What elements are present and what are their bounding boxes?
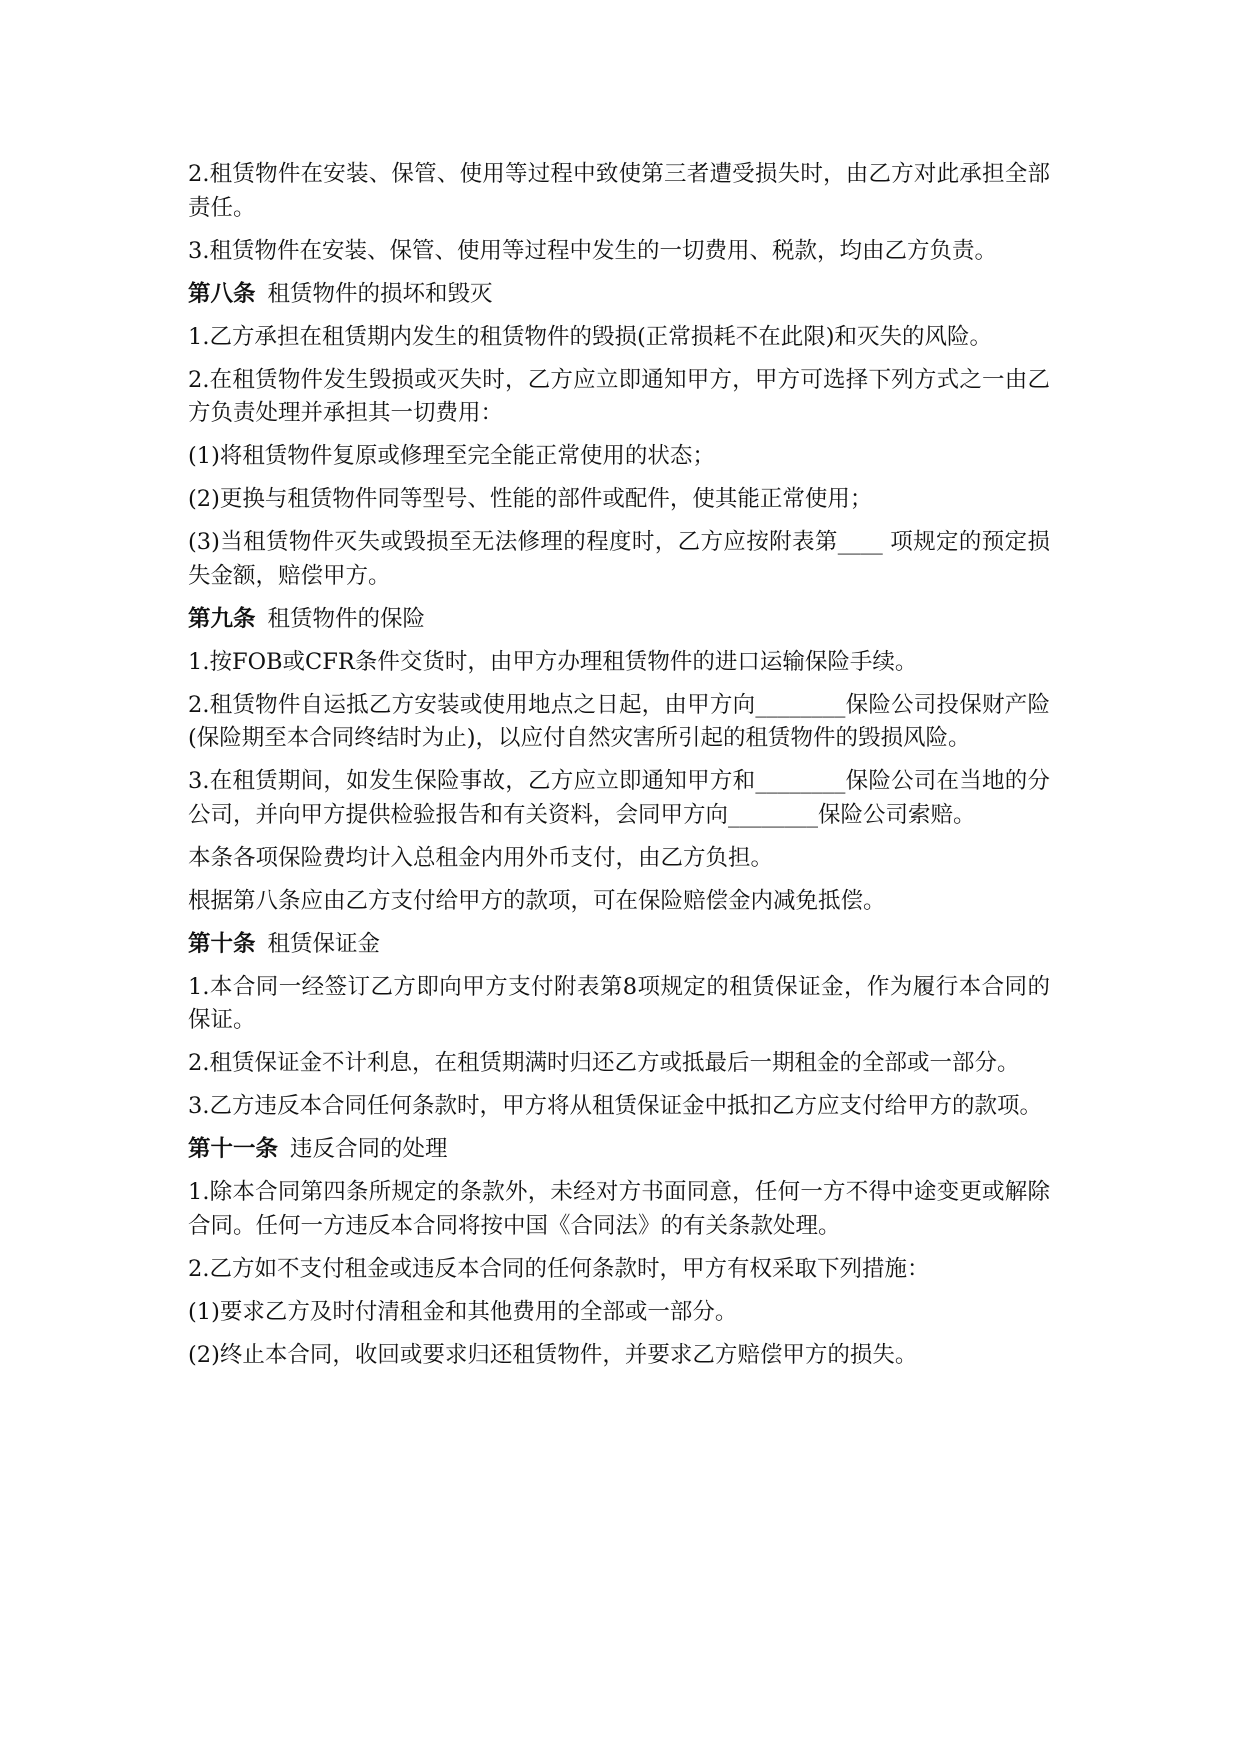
paragraph: 3.租赁物件在安装、保管、使用等过程中发生的一切费用、税款，均由乙方负责。 — [188, 237, 997, 264]
article-title: 违反合同的处理 — [290, 1136, 448, 1162]
paragraph: 1.本合同一经签订乙方即向甲方支付附表第8项规定的租赁保证金，作为履行本合同的保证。 — [188, 973, 1050, 1033]
paragraph: 根据第八条应由乙方支付给甲方的款项，可在保险赔偿金内减免抵偿。 — [188, 887, 886, 914]
paragraph: 2.租赁保证金不计利息，在租赁期满时归还乙方或抵最后一期租金的全部或一部分。 — [188, 1050, 1020, 1076]
paragraph: (1)将租赁物件复原或修理至完全能正常使用的状态； — [188, 443, 715, 469]
article-title: 租赁保证金 — [267, 930, 381, 957]
paragraph: 2.在租赁物件发生毁损或灭失时，乙方应立即通知甲方，甲方可选择下列方式之一由乙方负责处理并承担其一切费用： — [188, 366, 1050, 426]
paragraph: 3.在租赁期间，如发生保险事故，乙方应立即通知甲方和________保险公司在当地的分公司，并向甲方提供检验报告和有关资料，会同甲方向________保险公司索赔。 — [188, 768, 1050, 828]
article-number: 第八条 — [188, 280, 256, 307]
article-title: 租赁物件的保险 — [267, 605, 426, 632]
paragraph: (1)要求乙方及时付清租金和其他费用的全部或一部分。 — [188, 1298, 738, 1325]
paragraph: 本条各项保险费均计入总租金内用外币支付，由乙方负担。 — [188, 844, 774, 871]
article-heading — [188, 278, 1050, 312]
paragraph: 2.租赁物件自运抵乙方安装或使用地点之日起，由甲方向________保险公司投保财产险(保险期至本合同终结时为止)，以应付自然灾害所引起的租赁物件的毁损风险。 — [188, 691, 1050, 751]
paragraph: (2)终止本合同，收回或要求归还租赁物件，并要求乙方赔偿甲方的损失。 — [188, 1341, 918, 1368]
article-heading — [188, 603, 1050, 637]
paragraph: 2.租赁物件在安装、保管、使用等过程中致使第三者遭受损失时，由乙方对此承担全部责任。 — [188, 161, 1050, 221]
paragraph: (3)当租赁物件灭失或毁损至无法修理的程度时，乙方应按附表第____ 项规定的预定损失金额，赔偿甲方。 — [188, 529, 1050, 589]
paragraph: (2)更换与租赁物件同等型号、性能的部件或配件，使其能正常使用； — [188, 486, 873, 512]
article-number: 第十条 — [188, 930, 256, 957]
paragraph: 2.乙方如不支付租金或违反本合同的任何条款时，甲方有权采取下列措施： — [188, 1255, 930, 1282]
article-number: 第九条 — [188, 605, 256, 632]
article-title: 租赁物件的损坏和毁灭 — [267, 280, 493, 307]
paragraph: 3.乙方违反本合同任何条款时，甲方将从租赁保证金中抵扣乙方应支付给甲方的款项。 — [188, 1093, 1042, 1119]
paragraph: 1.乙方承担在租赁期内发生的租赁物件的毁损(正常损耗不在此限)和灭失的风险。 — [188, 323, 993, 350]
document-page — [188, 158, 1050, 1382]
article-heading — [188, 928, 1050, 962]
paragraph: 1.按FOB或CFR条件交货时，由甲方办理租赁物件的进口运输保险手续。 — [188, 648, 918, 675]
paragraph: 1.除本合同第四条所规定的条款外，未经对方书面同意，任何一方不得中途变更或解除合同。任何一方违反本合同将按中国《合同法》的有关条款处理。 — [188, 1179, 1050, 1239]
article-number: 第十一条 — [188, 1136, 279, 1162]
article-heading — [188, 1133, 1050, 1167]
